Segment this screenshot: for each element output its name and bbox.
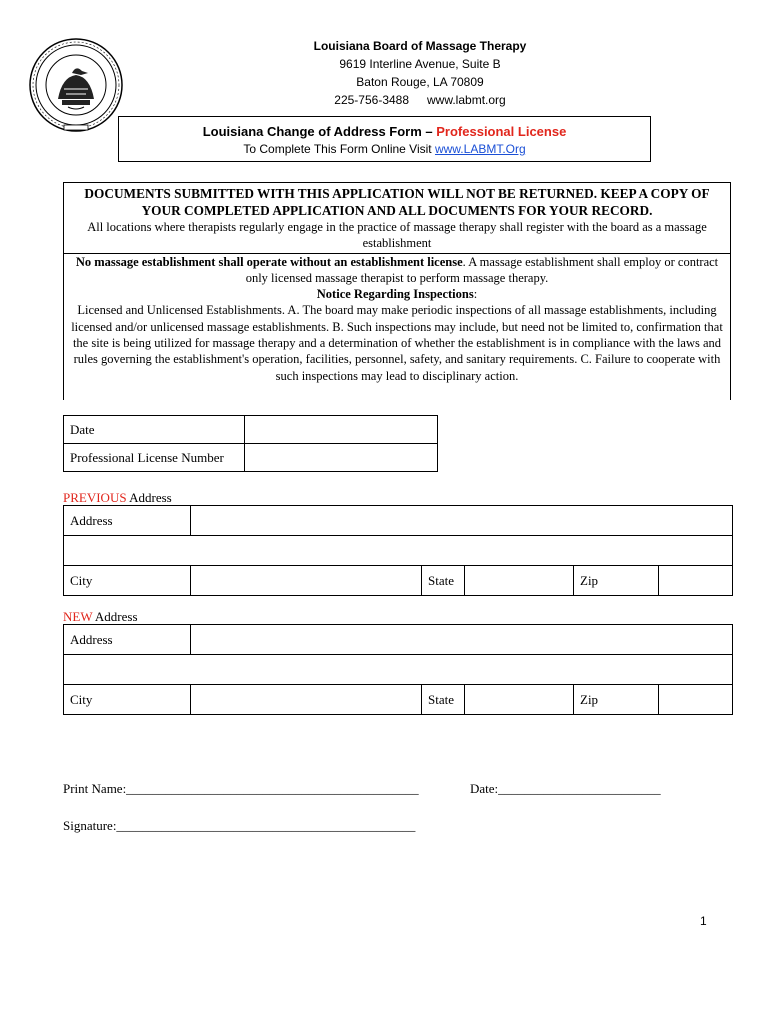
- new-address-heading: [63, 609, 138, 625]
- new-city-field[interactable]: [191, 685, 422, 715]
- page-number: 1: [700, 914, 707, 928]
- online-instruction-text: To Complete This Form Online Visit: [243, 142, 435, 156]
- form-title-text: Louisiana Change of Address Form –: [202, 124, 437, 139]
- previous-city-label: City: [64, 566, 191, 596]
- documents-warning: DOCUMENTS SUBMITTED WITH THIS APPLICATION WILL NOT BE RETURNED. KEEP A COPY OF YOUR COMPLETED APPLICATION AND ALL DOCUMENTS FOR YOUR RECORD.: [84, 186, 710, 218]
- license-info-table: [63, 415, 438, 472]
- date-label: Date: [64, 416, 245, 444]
- phone-number: 225-756-3488: [334, 93, 410, 107]
- new-address-table: [63, 624, 733, 715]
- previous-address-label: Address: [64, 506, 191, 536]
- license-number-label: Professional License Number: [64, 444, 245, 472]
- form-title: [119, 124, 650, 139]
- previous-address-line2-field[interactable]: [64, 536, 733, 566]
- new-state-field[interactable]: [465, 685, 574, 715]
- establishment-notice-bold: No massage establishment shall operate without an establishment license: [75, 254, 463, 269]
- new-city-label: City: [64, 685, 191, 715]
- previous-label-rest: Address: [126, 490, 172, 505]
- previous-address-row: [64, 506, 733, 536]
- inspections-heading-text: Notice Regarding Inspections: [316, 287, 474, 302]
- form-title-highlight: Professional License: [436, 124, 567, 139]
- previous-address-heading: [63, 490, 172, 506]
- new-label-rest: Address: [92, 609, 138, 624]
- inspections-text: Licensed and Unlicensed Establishments. A. The board may make periodic inspections of all massage establishments, including licensed and/or unlicensed massage establishments. B. Such inspections may include, but need not be limited to, confirmation that the site is being utilized for massage therapy and a determination of whether the establishment is in compliance with the laws and rules governing the establishment's operation, facilities, personnel, safety, and sanitary requirements. C. Failure to cooperate with such inspections may lead to disciplinary action.: [71, 303, 723, 383]
- new-address-row-2: [64, 655, 733, 685]
- new-city-row: [64, 685, 733, 715]
- notice-box: [63, 182, 731, 400]
- new-state-label: State: [422, 685, 465, 715]
- state-seal-icon: [28, 37, 124, 133]
- header: [220, 37, 620, 109]
- new-address-field[interactable]: [191, 625, 733, 655]
- new-label-highlight: NEW: [63, 609, 93, 624]
- print-name-field[interactable]: Print Name:_____________________________________________: [63, 781, 419, 796]
- establishment-notice-rest: . A massage establishment shall employ or contract only licensed massage therapist to perform massage therapy.: [245, 254, 719, 285]
- date-field[interactable]: [245, 416, 438, 444]
- new-address-label: Address: [64, 625, 191, 655]
- new-address-row: [64, 625, 733, 655]
- license-row: [64, 444, 438, 472]
- contact-line: [220, 91, 620, 109]
- date-row: [64, 416, 438, 444]
- org-name: Louisiana Board of Massage Therapy: [313, 39, 527, 53]
- previous-label-highlight: PREVIOUS: [63, 490, 127, 505]
- city-state-zip: Baton Rouge, LA 70809: [356, 75, 484, 89]
- previous-address-table: [63, 505, 733, 596]
- signature-date-field[interactable]: Date:_________________________: [470, 781, 661, 796]
- previous-city-row: [64, 566, 733, 596]
- previous-zip-label: Zip: [574, 566, 659, 596]
- form-title-box: [118, 116, 651, 162]
- new-zip-label: Zip: [574, 685, 659, 715]
- previous-address-field[interactable]: [191, 506, 733, 536]
- previous-state-field[interactable]: [465, 566, 574, 596]
- establishment-notice: [64, 254, 730, 287]
- locations-notice: All locations where therapists regularly engage in the practice of massage therapy shall register with the board as a massage establishment: [87, 220, 707, 251]
- inspections-heading-colon: :: [473, 287, 478, 302]
- website: www.labmt.org: [427, 93, 506, 107]
- license-number-field[interactable]: [245, 444, 438, 472]
- previous-state-label: State: [422, 566, 465, 596]
- previous-address-row-2: [64, 536, 733, 566]
- online-instruction: [119, 142, 650, 156]
- online-link[interactable]: www.LABMT.Org: [434, 142, 526, 156]
- inspections-heading: [64, 286, 730, 302]
- new-address-line2-field[interactable]: [64, 655, 733, 685]
- previous-city-field[interactable]: [191, 566, 422, 596]
- previous-zip-field[interactable]: [659, 566, 733, 596]
- new-zip-field[interactable]: [659, 685, 733, 715]
- signature-field[interactable]: Signature:______________________________________________: [63, 818, 416, 833]
- street-address: 9619 Interline Avenue, Suite B: [339, 57, 501, 71]
